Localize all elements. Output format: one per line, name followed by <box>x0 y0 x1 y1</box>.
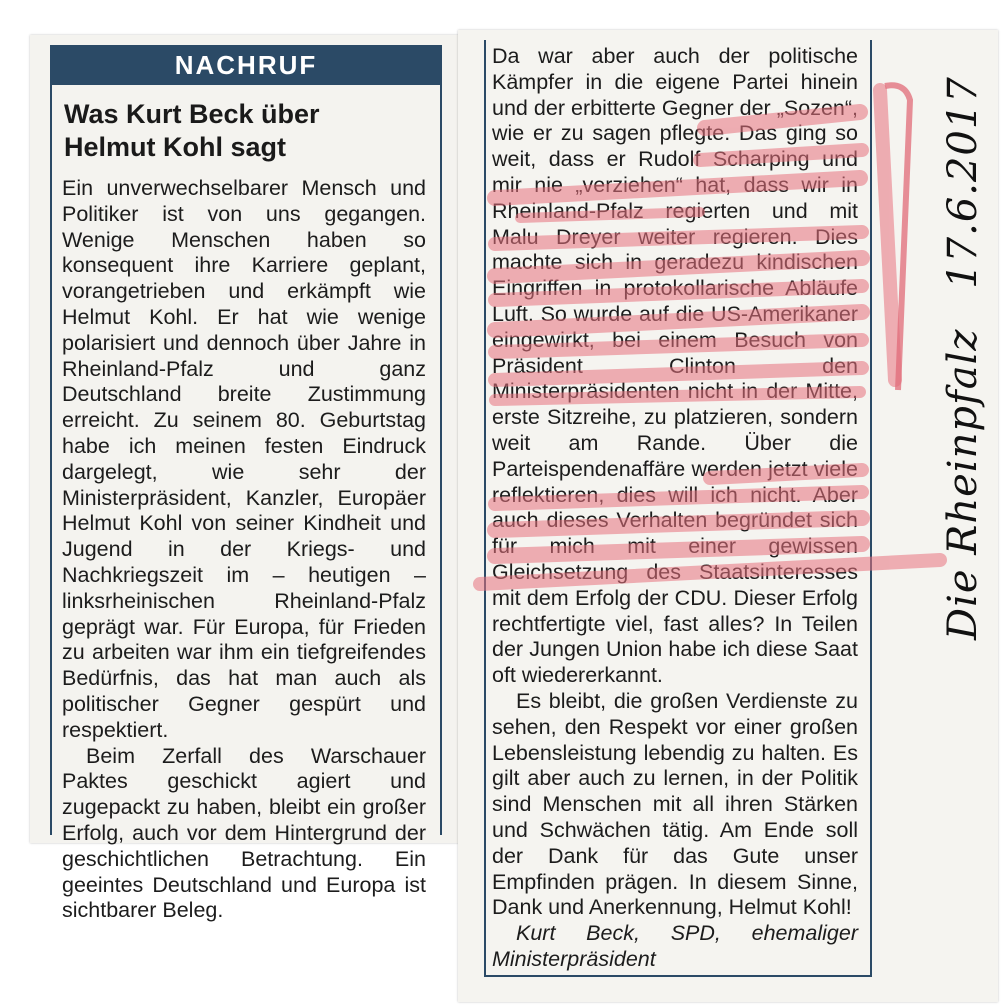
handwritten-source: Die Rheinpfalz <box>940 328 986 640</box>
headline-line: Was Kurt Beck über <box>64 99 320 129</box>
column-rule <box>484 40 486 976</box>
column-rule <box>484 975 872 977</box>
article-paragraph: Ein unverwechselbarer Mensch und Politiker ist von uns gegangen. Wenige Menschen haben so konsequent ihre Karriere geplant, vorangetrieben und erkämpft wie Helmut Kohl. Er hat wie wenige polarisiert und dennoch über Jahre in Rheinland-Pfalz und ganz Deutschland breite Zustimmung erreicht. Zu seinem 80. Geburtstag habe ich meinen festen Eindruck dargelegt, wie sehr der Ministerpräsident, Kanzler, Europäer Helmut Kohl von seiner Kindheit und Jugend in der Kriegs- und Nachkriegszeit im – heutigen – linksrheinischen Rheinland-Pfalz geprägt war. Für Europa, für Frieden zu arbeiten war ihm ein tiefgreifendes Bedürfnis, das hat man auch als politischer Gegner gespürt und respektiert. <box>62 176 426 742</box>
article-paragraph: Es bleibt, die großen Verdienste zu sehen, den Respekt vor einer großen Lebensleistung lebendig zu halten. Es gilt aber auch zu lernen, in der Politik sind Menschen mit all ihren Stärken und Schwächen tätig. Am Ende soll der Dank für das Gute unser Empfinden prägen. In diesem Sinne, Dank und Anerkennung, Helmut Kohl! <box>492 688 858 920</box>
handwritten-note <box>940 50 986 640</box>
column-rule <box>50 45 52 835</box>
article-paragraph: Beim Zerfall des Warschauer Paktes geschickt agiert und zugepackt zu haben, bleibt ein großer Erfolg, auch vor dem Hintergrund der geschichtlichen Betrachtung. Ein geeintes Deutschland und Europa ist sichtbarer Beleg. <box>62 743 426 923</box>
handwritten-date: 17.6.2017 <box>940 76 986 289</box>
column-rule <box>870 40 872 976</box>
section-kicker: NACHRUF <box>52 45 440 85</box>
article-paragraph: Da war aber auch der politische Kämpfer in die eigene Partei hinein und der erbitterte Gegner der „Sozen“, wie er zu sagen pflegte. Das ging so weit, dass er Rudolf Scharping und mir nie „verziehen“ hat, dass wir in Rheinland-Pfalz regierten und mit Malu Dreyer weiter regieren. Dies machte sich in geradezu kindischen Eingriffen in protokollarische Abläufe Luft. So wurde auf die US-Amerikaner eingewirkt, bei einem Besuch von Präsident Clinton den Ministerpräsidenten nicht in der Mitte, erste Sitzreihe, zu platzieren, sondern weit am Rande. Über die Parteispendenaffäre werden jetzt viele reflektieren, dies will ich nicht. Aber auch dieses Verhalten begründet sich für mich mit einer gewissen Gleichsetzung des Staatsinteresses mit dem Erfolg der CDU. Dieser Erfolg rechtfertigte viel, fast alles? In Teilen der Jungen Union habe ich diese Saat oft wiedererkannt. <box>492 44 858 688</box>
headline-line: Helmut Kohl sagt <box>64 132 287 162</box>
author-signature: Kurt Beck, SPD, ehemaliger Ministerpräsident <box>492 921 858 971</box>
article-column-left <box>62 176 426 924</box>
column-rule <box>440 45 442 835</box>
article-headline <box>64 98 424 164</box>
article-column-right <box>492 44 858 973</box>
